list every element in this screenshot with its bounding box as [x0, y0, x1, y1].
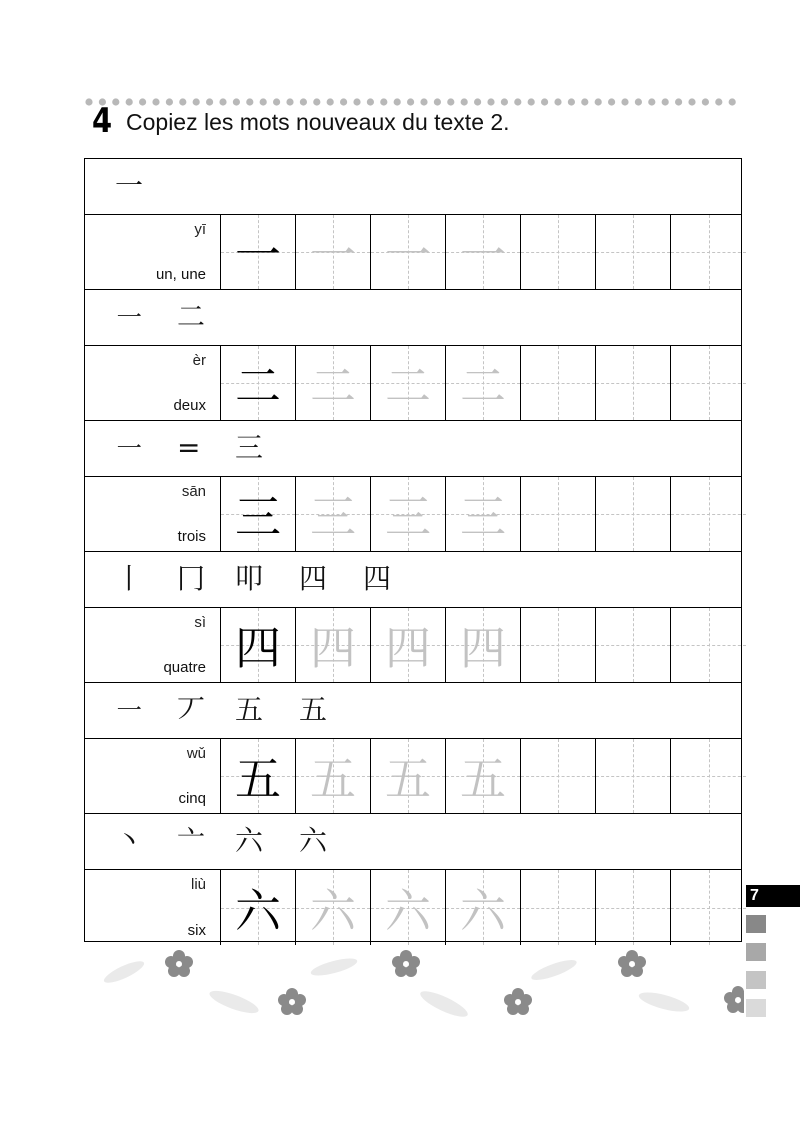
page-tab	[746, 999, 766, 1017]
practice-row	[85, 870, 741, 945]
model-character: 六	[235, 883, 281, 938]
guide-line	[671, 252, 746, 253]
guide-line	[521, 383, 595, 384]
practice-box	[296, 739, 371, 813]
practice-box	[371, 608, 446, 682]
pinyin: sān	[181, 483, 206, 500]
guide-line	[596, 252, 670, 253]
pinyin: èr	[192, 352, 206, 369]
practice-box	[296, 477, 371, 551]
writing-box[interactable]	[671, 739, 746, 813]
trace-character: 一	[310, 228, 356, 282]
writing-box[interactable]	[671, 870, 746, 945]
practice-box	[371, 870, 446, 945]
pinyin: sì	[194, 614, 206, 631]
stroke-step: 四	[363, 562, 392, 595]
practice-box	[371, 215, 446, 289]
stroke-step: 五	[235, 693, 264, 726]
practice-row	[85, 739, 741, 814]
writing-box[interactable]	[596, 477, 671, 551]
practice-box	[296, 870, 371, 945]
practice-box	[221, 608, 296, 682]
guide-line	[521, 645, 595, 646]
stroke-step: 叩	[235, 562, 264, 595]
page-tab	[746, 943, 766, 961]
practice-box	[221, 870, 296, 945]
word-label-cell	[85, 739, 221, 813]
word-label-cell	[85, 477, 221, 551]
guide-line	[596, 383, 670, 384]
guide-line	[671, 514, 746, 515]
word-label-cell	[85, 608, 221, 682]
guide-line	[596, 645, 670, 646]
trace-character: 五	[385, 752, 431, 806]
guide-line	[521, 252, 595, 253]
stroke-step: ㇐	[115, 300, 144, 333]
trace-character: 三	[385, 490, 431, 544]
writing-box[interactable]	[671, 346, 746, 420]
practice-box	[221, 346, 296, 420]
word-label-cell	[85, 346, 221, 420]
writing-box[interactable]	[521, 608, 596, 682]
writing-box[interactable]	[596, 870, 671, 945]
meaning: trois	[177, 528, 206, 545]
writing-box[interactable]	[596, 608, 671, 682]
trace-character: 四	[460, 621, 506, 675]
word-label-cell	[85, 870, 221, 945]
pinyin: liù	[190, 876, 206, 893]
writing-box[interactable]	[521, 346, 596, 420]
practice-row	[85, 215, 741, 290]
trace-character: 六	[310, 883, 356, 938]
trace-character: 二	[310, 359, 356, 413]
practice-box	[446, 215, 521, 289]
stroke-step: 冂	[177, 562, 206, 595]
pinyin: wǔ	[186, 745, 206, 762]
practice-box	[221, 739, 296, 813]
practice-row	[85, 477, 741, 552]
pinyin: yī	[194, 221, 206, 238]
stroke-step: ㇐	[115, 431, 144, 464]
practice-box	[446, 870, 521, 945]
exercise-title: Copiez les mots nouveaux du texte 2.	[126, 109, 510, 135]
practice-box	[446, 739, 521, 813]
stroke-step: 三	[235, 431, 264, 464]
trace-character: 四	[385, 621, 431, 675]
practice-box	[296, 346, 371, 420]
practice-box	[446, 346, 521, 420]
stroke-step: =	[177, 431, 201, 464]
guide-line	[596, 776, 670, 777]
stroke-order-row	[85, 814, 741, 870]
page-number: 7	[746, 885, 800, 907]
meaning: quatre	[163, 659, 206, 676]
practice-row	[85, 608, 741, 683]
writing-box[interactable]	[596, 346, 671, 420]
model-character: 五	[235, 752, 281, 806]
stroke-step: 二	[177, 300, 206, 333]
meaning: un, une	[155, 266, 206, 283]
trace-character: 四	[310, 621, 356, 675]
model-character: 三	[235, 490, 281, 544]
trace-character: 五	[310, 752, 356, 806]
practice-box	[221, 477, 296, 551]
stroke-order-row	[85, 683, 741, 739]
trace-character: 五	[460, 752, 506, 806]
stroke-step: 丨	[115, 562, 144, 595]
trace-character: 二	[385, 359, 431, 413]
practice-box	[371, 477, 446, 551]
writing-box[interactable]	[671, 477, 746, 551]
trace-character: 六	[460, 883, 506, 938]
trace-character: 三	[310, 490, 356, 544]
stroke-step: 五	[299, 693, 328, 726]
guide-line	[671, 383, 746, 384]
guide-line	[596, 514, 670, 515]
stroke-order-row	[85, 552, 741, 608]
practice-box	[296, 608, 371, 682]
word-label-cell	[85, 215, 221, 289]
page-tab	[746, 971, 766, 989]
guide-line	[521, 908, 595, 909]
writing-box[interactable]	[596, 739, 671, 813]
trace-character: 一	[460, 228, 506, 282]
stroke-step: 丶	[115, 824, 144, 857]
meaning: deux	[173, 397, 206, 414]
stroke-order-row	[85, 290, 741, 346]
practice-box	[296, 215, 371, 289]
guide-line	[671, 776, 746, 777]
trace-character: 三	[460, 490, 506, 544]
stroke-order-row	[85, 159, 741, 215]
writing-box[interactable]	[521, 477, 596, 551]
writing-box[interactable]	[671, 608, 746, 682]
meaning: six	[187, 922, 206, 939]
stroke-step: 丆	[177, 693, 206, 726]
flower-decoration	[84, 942, 744, 1024]
guide-line	[671, 645, 746, 646]
page-tab	[746, 915, 766, 933]
guide-line	[521, 514, 595, 515]
dotted-rule	[84, 97, 744, 107]
stroke-step: 六	[235, 824, 264, 857]
stroke-step: 四	[299, 562, 328, 595]
practice-box	[371, 739, 446, 813]
writing-box[interactable]	[521, 870, 596, 945]
model-character: 二	[235, 359, 281, 413]
stroke-step: 一	[115, 169, 144, 202]
trace-character: 六	[385, 883, 431, 938]
model-character: 一	[235, 228, 281, 282]
meaning: cinq	[178, 790, 206, 807]
writing-box[interactable]	[521, 739, 596, 813]
stroke-step: 亠	[177, 824, 206, 857]
stroke-order-row	[85, 421, 741, 477]
practice-box	[446, 608, 521, 682]
writing-box[interactable]	[521, 215, 596, 289]
model-character: 四	[235, 621, 281, 675]
guide-line	[596, 908, 670, 909]
writing-box[interactable]	[671, 215, 746, 289]
practice-box	[221, 215, 296, 289]
stroke-step: ㇐	[115, 693, 144, 726]
writing-grid	[84, 158, 742, 942]
writing-box[interactable]	[596, 215, 671, 289]
practice-box	[446, 477, 521, 551]
exercise-number: 4	[92, 101, 113, 141]
guide-line	[521, 776, 595, 777]
trace-character: 一	[385, 228, 431, 282]
stroke-step: 六	[299, 824, 328, 857]
practice-row	[85, 346, 741, 421]
practice-box	[371, 346, 446, 420]
trace-character: 二	[460, 359, 506, 413]
guide-line	[671, 908, 746, 909]
